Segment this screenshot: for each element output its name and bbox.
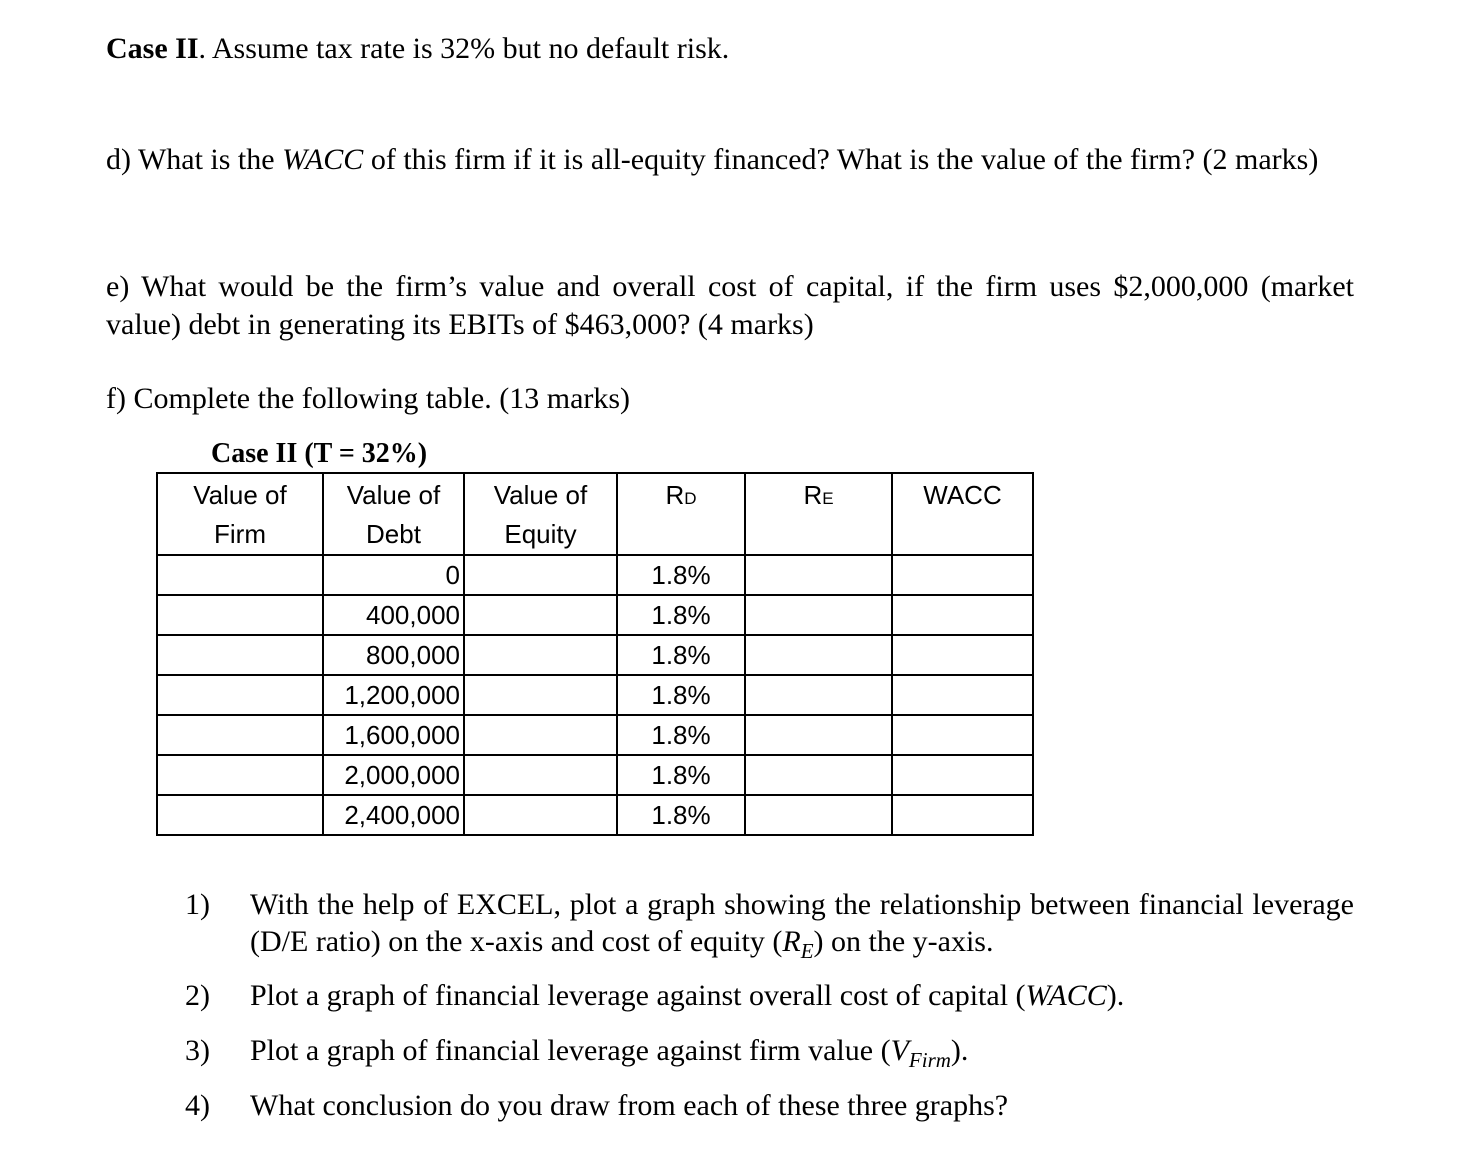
cell-value-of-debt: 0 bbox=[323, 555, 464, 595]
cell-value-of-firm bbox=[157, 635, 323, 675]
table-row bbox=[157, 755, 1033, 795]
table-header-row bbox=[157, 473, 1033, 555]
cell-value-of-equity bbox=[464, 715, 617, 755]
cell-re bbox=[745, 755, 892, 795]
cell-re bbox=[745, 635, 892, 675]
table-row bbox=[157, 555, 1033, 595]
header-value-of-firm: Value of Firm bbox=[157, 473, 323, 555]
header-value-of-debt: Value of Debt bbox=[323, 473, 464, 555]
header-value-of-equity: Value of Equity bbox=[464, 473, 617, 555]
cell-value-of-debt: 1,600,000 bbox=[323, 715, 464, 755]
cell-value-of-firm bbox=[157, 715, 323, 755]
cell-wacc bbox=[892, 755, 1033, 795]
table-row bbox=[157, 715, 1033, 755]
header-rd: RD bbox=[617, 473, 745, 555]
cell-re bbox=[745, 795, 892, 835]
task-text: Plot a graph of financial leverage against firm value $(V_{Firm})$. bbox=[250, 1034, 969, 1072]
cell-wacc bbox=[892, 635, 1033, 675]
cell-rd: 1.8% bbox=[617, 555, 745, 595]
cell-value-of-debt: 2,400,000 bbox=[323, 795, 464, 835]
cell-rd: 1.8% bbox=[617, 595, 745, 635]
question-e: e) What would be the firm’s value and overall cost of capital, if the firm uses $2,000,000 (market value) debt in generating its EBITs of $463,000? (4 marks) bbox=[106, 270, 1354, 341]
cell-value-of-equity bbox=[464, 675, 617, 715]
task-number: 2) bbox=[185, 979, 210, 1012]
cell-value-of-firm bbox=[157, 555, 323, 595]
cell-value-of-firm bbox=[157, 675, 323, 715]
case-table bbox=[156, 472, 1034, 836]
cell-rd: 1.8% bbox=[617, 675, 745, 715]
cell-wacc bbox=[892, 595, 1033, 635]
question-d-part1: d) What is the bbox=[106, 143, 283, 176]
question-d bbox=[106, 141, 1354, 179]
cell-rd: 1.8% bbox=[617, 635, 745, 675]
table-row bbox=[157, 635, 1033, 675]
cell-re bbox=[745, 555, 892, 595]
cell-value-of-debt: 2,000,000 bbox=[323, 755, 464, 795]
question-d-wacc: WACC bbox=[282, 143, 364, 176]
task-text: What conclusion do you draw from each of these three graphs? bbox=[250, 1089, 1009, 1122]
task-text: Plot a graph of financial leverage against overall cost of capital (WACC). bbox=[250, 979, 1125, 1012]
cell-wacc bbox=[892, 555, 1033, 595]
cell-value-of-debt: 1,200,000 bbox=[323, 675, 464, 715]
header-wacc: WACC bbox=[892, 473, 1033, 555]
cell-value-of-firm bbox=[157, 795, 323, 835]
task-number: 1) bbox=[185, 888, 210, 921]
cell-wacc bbox=[892, 715, 1033, 755]
cell-value-of-debt: 400,000 bbox=[323, 595, 464, 635]
cell-value-of-firm bbox=[157, 595, 323, 635]
cell-re bbox=[745, 595, 892, 635]
task-text: With the help of EXCEL, plot a graph showing the relationship between financial leverage (D/E ratio) on the x-axis and cost of equity $(R_E)$ on the y-axis. bbox=[250, 888, 1354, 963]
task-number: 3) bbox=[185, 1034, 210, 1067]
cell-re bbox=[745, 675, 892, 715]
cell-value-of-equity bbox=[464, 795, 617, 835]
case-description: . Assume tax rate is 32% but no default risk. bbox=[198, 32, 730, 65]
cell-rd: 1.8% bbox=[617, 795, 745, 835]
table-row bbox=[157, 675, 1033, 715]
cell-value-of-equity bbox=[464, 555, 617, 595]
cell-value-of-firm bbox=[157, 755, 323, 795]
case-label: Case II bbox=[106, 32, 199, 65]
table-row bbox=[157, 795, 1033, 835]
task-number: 4) bbox=[185, 1089, 210, 1122]
cell-value-of-debt: 800,000 bbox=[323, 635, 464, 675]
cell-rd: 1.8% bbox=[617, 755, 745, 795]
table-caption: Case II (T = 32%) bbox=[211, 438, 428, 469]
cell-value-of-equity bbox=[464, 595, 617, 635]
cell-rd: 1.8% bbox=[617, 715, 745, 755]
cell-re bbox=[745, 715, 892, 755]
cell-value-of-equity bbox=[464, 635, 617, 675]
header-re: RE bbox=[745, 473, 892, 555]
case-heading bbox=[106, 30, 1354, 68]
question-f: f) Complete the following table. (13 marks) bbox=[106, 382, 631, 415]
table-row bbox=[157, 595, 1033, 635]
question-d-part2: of this firm if it is all-equity financed? What is the value of the firm? (2 marks) bbox=[363, 143, 1319, 176]
cell-wacc bbox=[892, 795, 1033, 835]
cell-value-of-equity bbox=[464, 755, 617, 795]
cell-wacc bbox=[892, 675, 1033, 715]
